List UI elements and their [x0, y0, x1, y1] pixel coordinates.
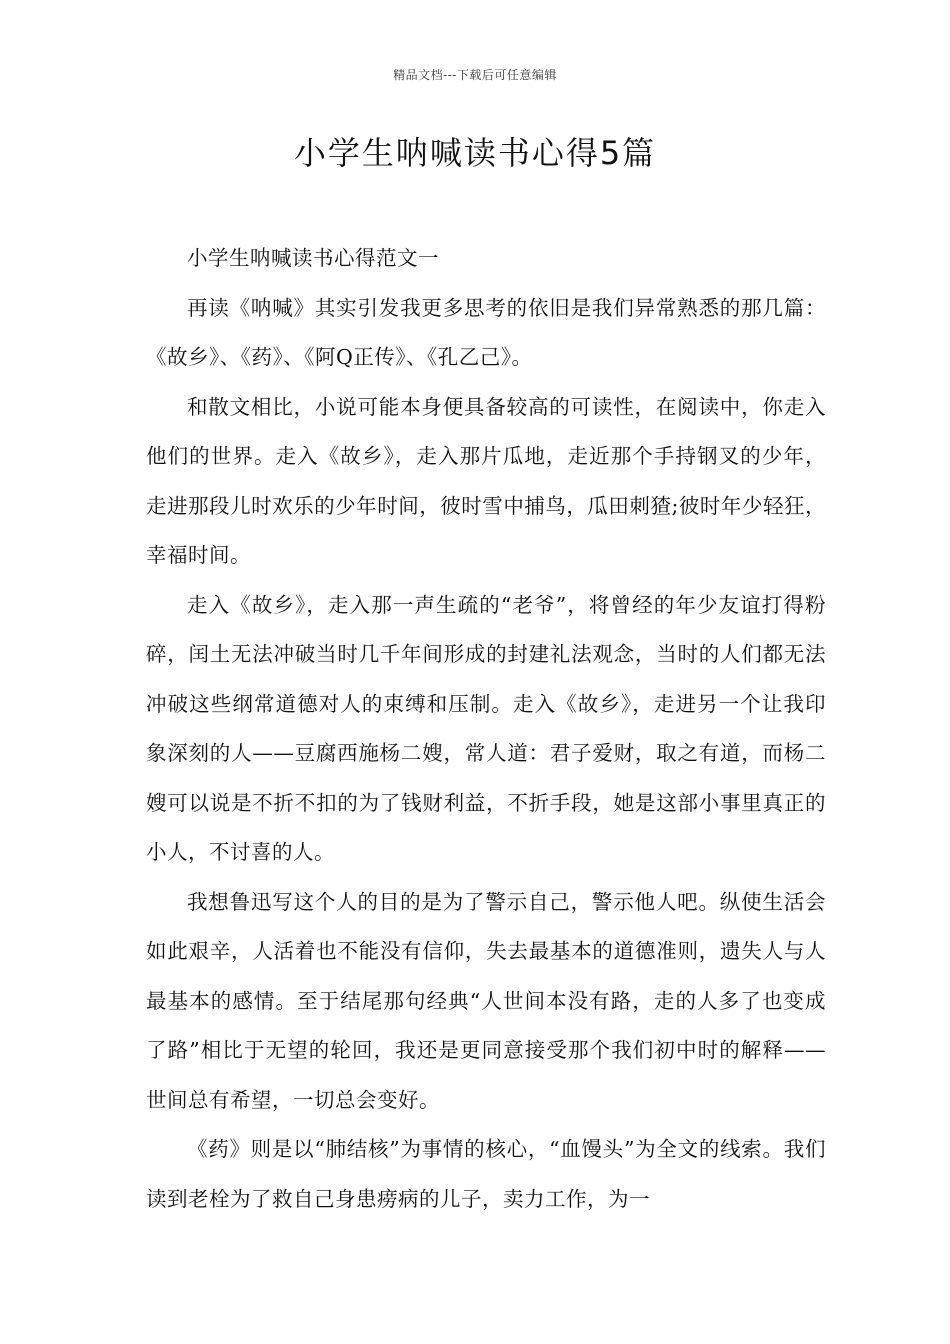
paragraph-1: 再读《呐喊》其实引发我更多思考的依旧是我们异常熟悉的那几篇：《故乡》、《药》、《阿Q正传》、《孔乙己》。: [146, 295, 826, 369]
paragraph-4: 我想鲁迅写这个人的目的是为了警示自己，警示他人吧。纵使生活会如此艰辛，人活着也不能没有信仰，失去最基本的道德准则，遗失人与人最基本的感情。至于结尾那句经典“人世间本没有路，走的人多了也变成了路”相比于无望的轮回，我还是更同意接受那个我们初中时的解释——世间总有希望，一切总会变好。: [146, 889, 826, 1112]
document-title: 小学生呐喊读书心得5篇: [293, 134, 657, 172]
section-heading: 小学生呐喊读书心得范文一: [187, 246, 439, 270]
document-body: [146, 234, 826, 1224]
paragraph-2: 和散文相比，小说可能本身便具备较高的可读性，在阅读中，你走入他们的世界。走入《故乡》，走入那片瓜地，走近那个手持钢叉的少年，走进那段儿时欢乐的少年时间，彼时雪中捕鸟，瓜田刺猹;彼时年少轻狂，幸福时间。: [146, 394, 826, 567]
paragraph-5: 《药》则是以“肺结核”为事情的核心，“血馒头”为全文的线索。我们读到老栓为了救自己身患痨病的儿子，卖力工作，为一: [146, 1137, 826, 1211]
paragraph-3: 走入《故乡》，走入那一声生疏的“老爷”，将曾经的年少友谊打得粉碎，闰土无法冲破当时几千年间形成的封建礼法观念，当时的人们都无法冲破这些纲常道德对人的束缚和压制。走入《故乡》，走进另一个让我印象深刻的人——豆腐西施杨二嫂，常人道：君子爱财，取之有道，而杨二嫂可以说是不折不扣的为了钱财利益，不折手段，她是这部小事里真正的小人，不讨喜的人。: [146, 592, 826, 864]
header-note: 精品文档---下载后可任意编辑: [393, 68, 557, 82]
